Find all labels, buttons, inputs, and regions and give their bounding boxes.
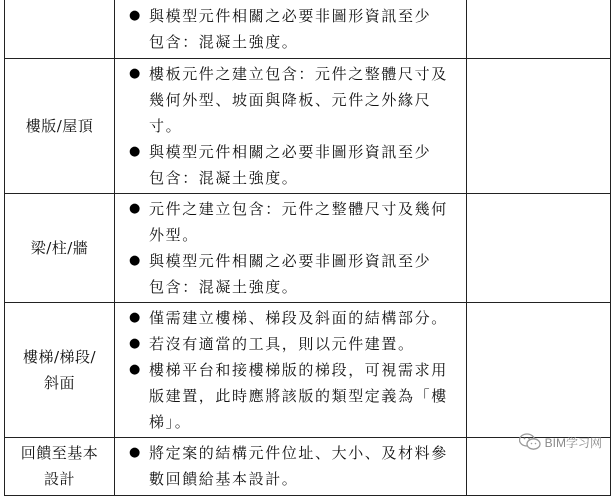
bullet-list (115, 59, 466, 193)
bullet-text: 包含：混凝土強度。 (149, 277, 299, 296)
description-cell (115, 437, 467, 495)
bullet-text: ● 與模型元件相關之必要非圖形資訊至少 (149, 251, 432, 270)
bullet-list (115, 1, 466, 57)
category-label: 樓梯/梯段/ (22, 347, 97, 366)
category-label: 回饋至基本 (20, 444, 99, 462)
bullet-item (125, 331, 460, 357)
category-cell (5, 0, 115, 58)
bullet-item (125, 248, 460, 300)
category-cell (5, 437, 115, 495)
bullet-item (125, 61, 460, 139)
bullet-text: ● 若沒有適當的工具，則以元件建置。 (149, 334, 415, 353)
bullet-item (125, 357, 460, 435)
bullet-item (125, 3, 460, 55)
description-cell (115, 58, 467, 193)
bullet-list (115, 194, 466, 302)
category-label: 樓版/屋頂 (25, 116, 94, 135)
bullet-text: ● 元件之建立包含：元件之整體尺寸及幾何 (149, 199, 448, 218)
table-row (5, 0, 611, 58)
bullet-text: 幾何外型、坡面與降板、元件之外緣尺寸。 (149, 90, 432, 135)
watermark-text: BIM学习网 (544, 435, 602, 450)
note-cell (467, 302, 611, 437)
note-cell (467, 0, 611, 58)
note-cell (467, 58, 611, 193)
category-cell (5, 58, 115, 193)
bullet-text: 外型。 (149, 225, 199, 244)
bullet-list (115, 303, 466, 437)
note-cell (467, 193, 611, 302)
requirements-table (4, 0, 611, 496)
category-label: 斜面 (43, 373, 75, 392)
bullet-text: ● 樓板元件之建立包含：元件之整體尺寸及 (149, 64, 448, 83)
description-cell (115, 302, 467, 437)
category-cell (5, 302, 115, 437)
category-cell (5, 193, 115, 302)
table-row (5, 193, 611, 302)
bullet-item (125, 305, 460, 331)
bullet-item (125, 139, 460, 191)
bullet-text: ● 將定案的結構元件位址、大小、及材料參 (149, 444, 448, 462)
bullet-item (125, 440, 460, 492)
bullet-item (125, 196, 460, 248)
bullet-text: 版建置，此時應將該版的類型定義為「樓 (149, 386, 448, 405)
bullet-list (115, 438, 466, 494)
watermark (519, 433, 602, 451)
description-cell (115, 193, 467, 302)
table-row (5, 58, 611, 193)
bullet-text: 數回饋給基本設計。 (149, 470, 299, 488)
category-label: 梁/柱/牆 (30, 238, 89, 257)
table-row (5, 302, 611, 437)
bullet-text: ● 僅需建立樓梯、梯段及斜面的結構部分。 (149, 308, 448, 327)
bullet-text: 包含：混凝土強度。 (149, 32, 299, 51)
table-body (5, 0, 611, 495)
bullet-text: 梯」。 (149, 412, 192, 431)
description-cell (115, 0, 467, 58)
wechat-icon (519, 433, 541, 451)
bullet-text: ● 與模型元件相關之必要非圖形資訊至少 (149, 142, 432, 161)
bullet-text: ● 與模型元件相關之必要非圖形資訊至少 (149, 6, 432, 25)
bullet-text: 包含：混凝土強度。 (149, 168, 299, 187)
bullet-text: ● 樓梯平台和接樓梯版的梯段，可視需求用 (149, 360, 448, 379)
category-label: 設計 (43, 470, 75, 488)
